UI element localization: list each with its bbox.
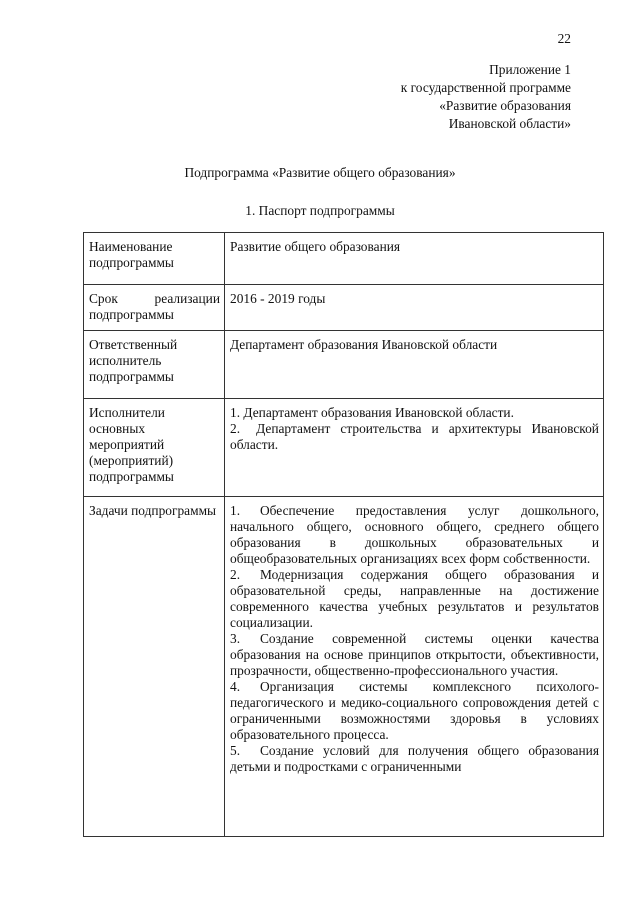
annex-line: Ивановской области» <box>448 116 571 131</box>
row-label-part: подпрограммы <box>89 307 174 322</box>
row-label: Задачи подпрограммы <box>84 497 225 837</box>
list-item: 2. Департамент строительства и архитектуры Ивановской области. <box>230 421 599 452</box>
annex-line: «Развитие образования <box>439 98 571 113</box>
row-value: Развитие общего образования <box>225 233 604 285</box>
row-label: Исполнители основных мероприятий (мероприятий) подпрограммы <box>84 399 225 497</box>
row-value <box>225 497 604 837</box>
list-item: 1. Департамент образования Ивановской области. <box>230 405 514 420</box>
list-item: 1. Обеспечение предоставления услуг дошкольного, начального общего, основного общего, среднего общего образования в дошкольных образовательных и общеобразовательных организациях всех форм собственности. <box>230 503 599 566</box>
table-row <box>84 399 604 497</box>
row-label <box>84 285 225 331</box>
subprogram-title: Подпрограмма «Развитие общего образования» <box>184 165 456 180</box>
section-title: 1. Паспорт подпрограммы <box>245 203 395 218</box>
table-row <box>84 233 604 285</box>
table-row <box>84 331 604 399</box>
list-item: 5. Создание условий для получения общего образования детьми и подростками с ограниченными <box>230 743 599 774</box>
row-value: 2016 - 2019 годы <box>225 285 604 331</box>
row-label: Наименование подпрограммы <box>84 233 225 285</box>
annex-header <box>401 61 571 133</box>
row-label: Ответственный исполнитель подпрограммы <box>84 331 225 399</box>
table-row <box>84 285 604 331</box>
page-number: 22 <box>557 31 571 46</box>
list-item: 4. Организация системы комплексного психолого-педагогического и медико-социального сопровождения детей с ограниченными возможностями здоровья в условиях образовательного процесса. <box>230 679 599 742</box>
list-item: 3. Создание современной системы оценки качества образования на основе принципов открытости, объективности, прозрачности, общественно-профессионального участия. <box>230 631 599 678</box>
row-value: Департамент образования Ивановской области <box>225 331 604 399</box>
table-row <box>84 497 604 837</box>
passport-table <box>83 232 604 837</box>
annex-line: Приложение 1 <box>489 62 571 77</box>
annex-line: к государственной программе <box>400 80 571 95</box>
row-label-part: Срок <box>89 291 118 306</box>
list-item: 2. Модернизация содержания общего образования и образовательной среды, направленные на достижение современного качества учебных результатов и результатов социализации. <box>230 567 599 630</box>
row-value <box>225 399 604 497</box>
row-label-part: реализации <box>154 291 220 306</box>
